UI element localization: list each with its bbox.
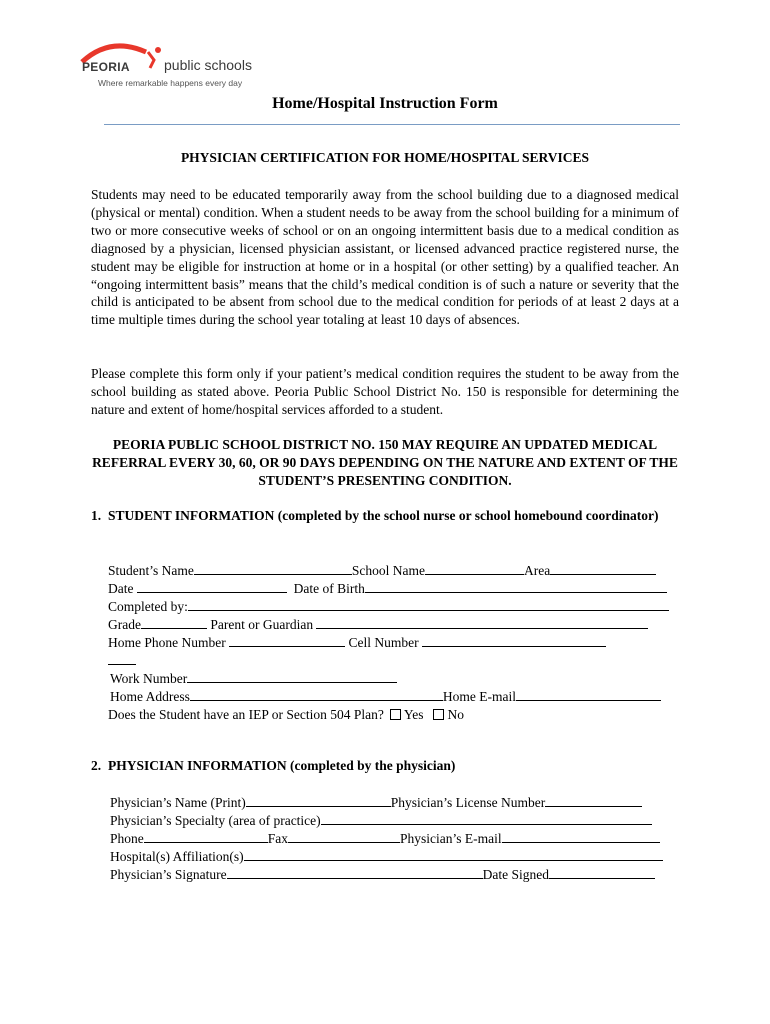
- section-title: PHYSICIAN INFORMATION (completed by the physician): [108, 758, 456, 773]
- home-phone-field[interactable]: [229, 634, 345, 647]
- license-number-label: Physician’s License Number: [390, 795, 546, 810]
- parent-guardian-field[interactable]: [316, 616, 648, 629]
- cell-number-field-continued[interactable]: [108, 652, 136, 665]
- yes-checkbox[interactable]: [390, 709, 401, 720]
- date-signed-label: Date Signed: [482, 867, 549, 882]
- home-address-field[interactable]: [190, 688, 443, 701]
- section-number: 2.: [91, 758, 102, 773]
- form-title: Home/Hospital Instruction Form: [272, 95, 498, 112]
- section-number: 1.: [91, 508, 102, 523]
- physician-row-4: [110, 848, 663, 866]
- physician-email-label: Physician’s E-mail: [400, 831, 502, 846]
- parent-guardian-label: Parent or Guardian: [210, 617, 314, 632]
- form-subtitle: PHYSICIAN CERTIFICATION FOR HOME/HOSPITAL SERVICES: [180, 150, 590, 165]
- referral-notice: PEORIA PUBLIC SCHOOL DISTRICT NO. 150 MAY REQUIRE AN UPDATED MEDICAL REFERRAL EVERY 30, 60, OR 90 DAYS DEPENDING ON THE NATURE AND EXTENT OF THE STUDENT’S PRESENTING CONDITION.: [92, 437, 678, 489]
- cell-number-field[interactable]: [422, 634, 606, 647]
- physician-name-label: Physician’s Name (Print): [110, 795, 246, 810]
- phone-field[interactable]: [144, 830, 268, 843]
- student-row-6: [110, 670, 397, 688]
- student-row-3: [108, 598, 669, 616]
- home-address-label: Home Address: [110, 689, 190, 704]
- area-field[interactable]: [550, 562, 656, 575]
- peoria-logo: [80, 38, 270, 92]
- physician-row-2: [110, 812, 652, 830]
- hospital-affiliation-field[interactable]: [244, 848, 663, 861]
- specialty-field[interactable]: [321, 812, 652, 825]
- student-row-1: [108, 562, 656, 580]
- title-divider: [104, 124, 680, 125]
- date-field[interactable]: [137, 580, 287, 593]
- iep-question: Does the Student have an IEP or Section 504 Plan?: [108, 707, 384, 722]
- grade-field[interactable]: [141, 616, 207, 629]
- school-name-label: School Name: [351, 563, 425, 578]
- physician-name-field[interactable]: [246, 794, 391, 807]
- phone-label: Phone: [110, 831, 144, 846]
- student-row-7: [110, 688, 661, 706]
- hospital-affiliation-label: Hospital(s) Affiliation(s): [110, 849, 244, 864]
- instructions-paragraph: Please complete this form only if your patient’s medical condition requires the student to be away from the school building as stated above. Peoria Public School District No. 150 is responsible for determining the nature and extent of home/hospital services afforded to a student.: [91, 366, 679, 417]
- signature-label: Physician’s Signature: [110, 867, 227, 882]
- work-number-field[interactable]: [187, 670, 397, 683]
- completed-by-field[interactable]: [188, 598, 669, 611]
- logo-brand: public schools: [164, 57, 252, 73]
- license-number-field[interactable]: [545, 794, 642, 807]
- fax-field[interactable]: [288, 830, 400, 843]
- home-email-label: Home E-mail: [442, 689, 516, 704]
- physician-row-5: [110, 866, 655, 884]
- home-phone-label: Home Phone Number: [108, 635, 226, 650]
- area-label: Area: [524, 563, 551, 578]
- section-physician-heading: [91, 757, 679, 776]
- grade-label: Grade: [108, 617, 141, 632]
- physician-row-1: [110, 794, 642, 812]
- date-signed-field[interactable]: [549, 866, 655, 879]
- no-label: No: [447, 707, 464, 722]
- dob-label: Date of Birth: [293, 581, 365, 596]
- specialty-label: Physician’s Specialty (area of practice): [110, 813, 321, 828]
- logo-tagline: Where remarkable happens every day: [98, 78, 243, 88]
- home-email-field[interactable]: [516, 688, 661, 701]
- no-checkbox[interactable]: [433, 709, 444, 720]
- section-title: STUDENT INFORMATION (completed by the school nurse or school homebound coordinator): [108, 508, 659, 523]
- fax-label: Fax: [267, 831, 288, 846]
- student-row-5: [108, 634, 606, 652]
- student-row-8: [108, 706, 464, 724]
- student-row-2: [108, 580, 667, 598]
- work-number-label: Work Number: [110, 671, 188, 686]
- physician-row-3: [110, 830, 660, 848]
- school-name-field[interactable]: [425, 562, 524, 575]
- physician-email-field[interactable]: [502, 830, 660, 843]
- student-name-label: Student’s Name: [108, 563, 194, 578]
- intro-paragraph: Students may need to be educated temporarily away from the school building due to a diagnosed medical (physical or mental) condition. When a student needs to be away from the school building for a minimum of two or more consecutive weeks of school or on an ongoing intermittent basis due to a medical condition as diagnosed by a physician, licensed physician assistant, or licensed advanced practice registered nurse, the student may be eligible for instruction at home or in a hospital (or other setting) by a qualified teacher. An “ongoing intermittent basis” means that the child’s medical condition is of such a nature or severity that the child is anticipated to be absent from school due to the medical condition for periods of at least 2 days at a time multiple times during the school year totaling at least 10 days of absences.: [91, 187, 679, 328]
- completed-by-label: Completed by:: [108, 599, 188, 614]
- yes-label: Yes: [403, 707, 424, 722]
- dob-field[interactable]: [365, 580, 667, 593]
- student-name-field[interactable]: [194, 562, 352, 575]
- cell-number-label: Cell Number: [348, 635, 419, 650]
- student-row-5-wrap: [108, 652, 136, 670]
- logo-district: PEORIA: [82, 60, 130, 74]
- date-label: Date: [108, 581, 134, 596]
- section-student-heading: [91, 507, 679, 526]
- signature-field[interactable]: [227, 866, 483, 879]
- student-row-4: [108, 616, 648, 634]
